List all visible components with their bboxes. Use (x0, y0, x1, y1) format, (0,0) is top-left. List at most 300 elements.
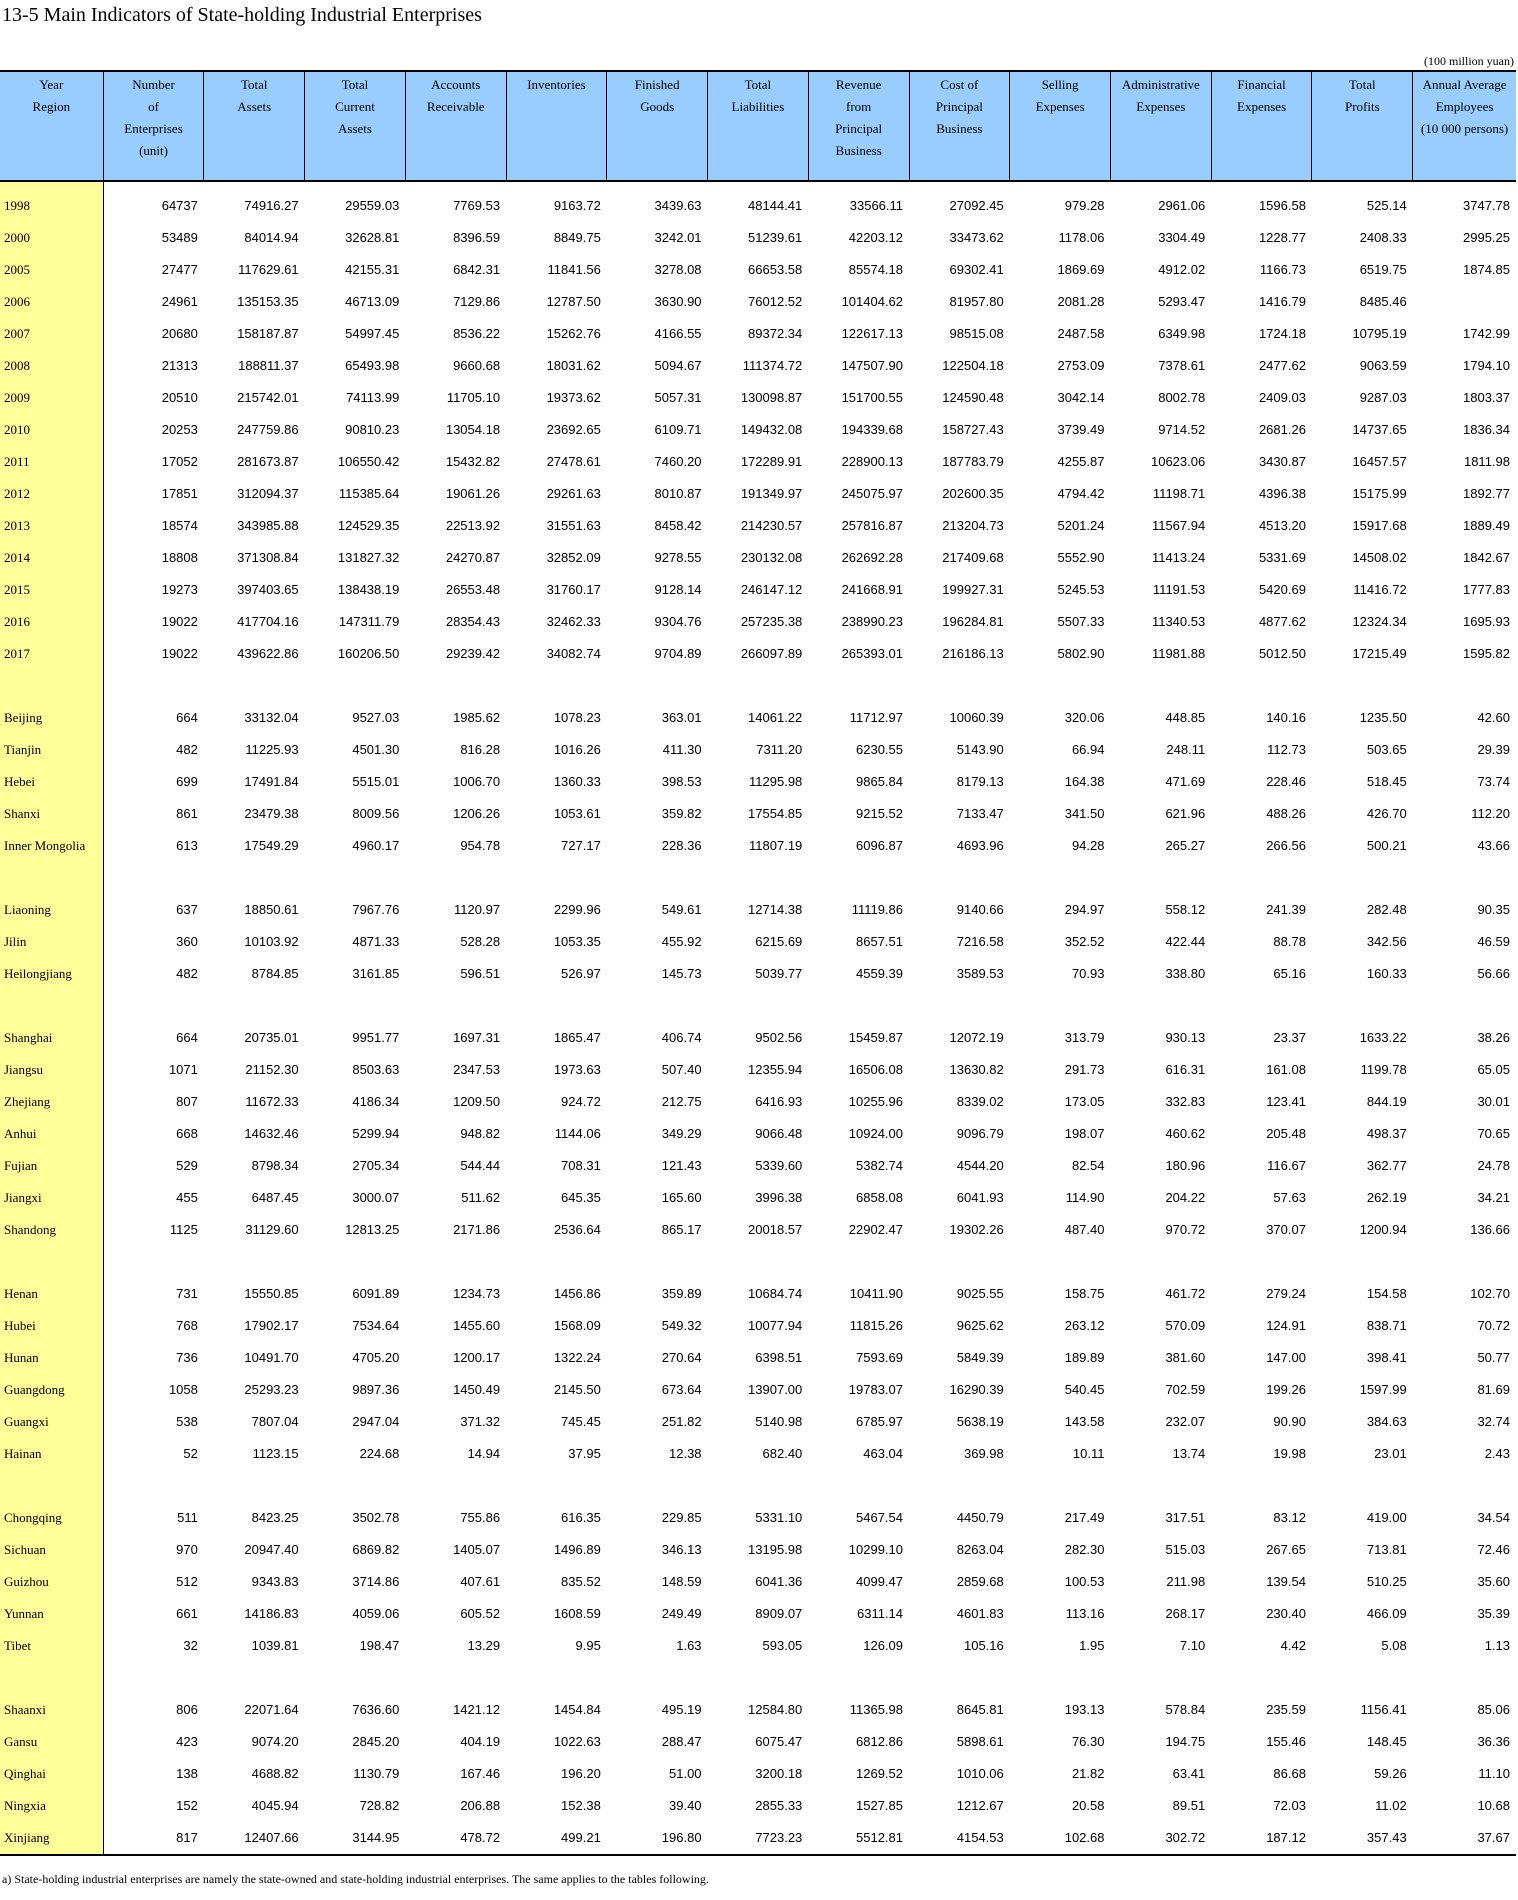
table-cell: 11416.72 (1353, 582, 1407, 597)
table-cell: 116.67 (1267, 1158, 1306, 1173)
table-cell: 2705.34 (352, 1158, 400, 1173)
table-cell: 198.47 (359, 1638, 400, 1653)
table-cell: 1892.77 (1463, 486, 1510, 501)
table-cell: 13.29 (467, 1638, 501, 1653)
table-cell: 8503.63 (352, 1062, 400, 1077)
table-cell: 511.62 (461, 1190, 501, 1205)
table-cell: 140.16 (1266, 710, 1306, 725)
table-cell: 645.35 (561, 1190, 601, 1205)
table-cell: 89372.34 (748, 326, 803, 341)
table-cell: 2409.03 (1258, 390, 1306, 405)
table-cell: 85574.18 (848, 262, 904, 277)
table-cell: 188811.37 (238, 358, 299, 373)
table-cell: 4166.55 (654, 326, 702, 341)
table-cell: 844.19 (1366, 1094, 1407, 1109)
table-cell: 487.40 (1064, 1222, 1105, 1237)
table-cell: 448.85 (1165, 710, 1206, 725)
table-cell: 11672.33 (245, 1094, 299, 1109)
table-cell: 1421.12 (453, 1702, 501, 1717)
column-header: Accounts Receivable (405, 71, 506, 181)
table-cell: 4501.30 (352, 742, 400, 757)
table-cell: 5339.60 (755, 1158, 803, 1173)
table-cell: 9714.52 (1158, 422, 1206, 437)
table-cell: 42155.31 (345, 262, 400, 277)
table-row (0, 1342, 1516, 1374)
table-cell: 1416.79 (1258, 294, 1306, 309)
table-row (0, 1566, 1516, 1598)
table-cell: 2947.04 (352, 1414, 400, 1429)
table-cell: 10299.10 (848, 1542, 904, 1557)
table-cell: 371.32 (460, 1414, 501, 1429)
table-cell: 5293.47 (1158, 294, 1206, 309)
table-cell: 26553.48 (445, 582, 501, 597)
group-spacer (0, 1470, 1516, 1502)
table-cell: 34.54 (1477, 1510, 1510, 1525)
table-cell: 861 (176, 806, 198, 821)
row-label: 2015 (0, 574, 103, 606)
table-cell: 5515.01 (352, 774, 400, 789)
table-cell: 1527.85 (856, 1798, 904, 1813)
table-cell: 216186.13 (942, 646, 1004, 661)
table-cell: 2859.68 (956, 1574, 1004, 1589)
table-cell: 727.17 (561, 838, 601, 853)
table-cell: 19022 (161, 646, 198, 661)
column-header: Number of Enterprises (unit) (103, 71, 204, 181)
table-cell: 360 (176, 934, 198, 949)
table-row (0, 478, 1516, 510)
table-cell: 838.71 (1366, 1318, 1407, 1333)
table-cell: 19022 (161, 614, 198, 629)
table-cell: 257235.38 (740, 614, 803, 629)
row-label: Guangxi (0, 1406, 103, 1438)
table-cell: 924.72 (561, 1094, 601, 1109)
row-label: Sichuan (0, 1534, 103, 1566)
table-cell: 89.51 (1172, 1798, 1206, 1813)
table-cell: 18574 (161, 518, 198, 533)
table-cell: 205.48 (1266, 1126, 1306, 1141)
table-cell: 13907.00 (748, 1382, 803, 1397)
table-cell: 2753.09 (1057, 358, 1105, 373)
table-row (0, 798, 1516, 830)
table-cell: 1235.50 (1359, 710, 1407, 725)
table-cell: 9025.55 (956, 1286, 1004, 1301)
table-cell: 122617.13 (841, 326, 904, 341)
table-cell: 232.07 (1165, 1414, 1206, 1429)
unit-note: (100 million yuan) (1424, 54, 1514, 68)
table-cell: 359.82 (661, 806, 702, 821)
table-cell: 8909.07 (755, 1606, 803, 1621)
table-cell: 160206.50 (337, 646, 400, 661)
table-cell: 9278.55 (654, 550, 702, 565)
row-label: 2008 (0, 350, 103, 382)
table-cell: 32 (183, 1638, 198, 1653)
table-cell: 1595.82 (1463, 646, 1510, 661)
table-cell: 20680 (161, 326, 198, 341)
table-cell: 1234.73 (453, 1286, 501, 1301)
table-cell: 4513.20 (1258, 518, 1306, 533)
table-cell: 12584.80 (748, 1702, 803, 1717)
table-row (0, 1214, 1516, 1246)
table-cell: 288.47 (661, 1734, 702, 1749)
table-cell: 187.12 (1211, 1822, 1312, 1855)
table-cell: 461.72 (1165, 1286, 1206, 1301)
table-row (0, 926, 1516, 958)
table-cell: 317.51 (1165, 1510, 1206, 1525)
table-cell: 593.05 (762, 1638, 803, 1653)
table-cell: 1597.99 (1359, 1382, 1407, 1397)
table-cell: 20947.40 (244, 1542, 299, 1557)
table-cell: 10.11 (1072, 1446, 1105, 1461)
table-row (0, 766, 1516, 798)
table-cell: 3747.78 (1463, 198, 1510, 213)
table-cell: 807 (176, 1094, 198, 1109)
table-cell: 1973.63 (553, 1062, 601, 1077)
table-cell: 954.78 (460, 838, 501, 853)
table-cell: 102.68 (1010, 1822, 1111, 1855)
table-cell: 152.38 (561, 1798, 601, 1813)
table-cell: 12787.50 (546, 294, 601, 309)
row-label: Tianjin (0, 734, 103, 766)
table-cell: 1209.50 (453, 1094, 501, 1109)
table-cell: 90.90 (1273, 1414, 1306, 1429)
table-cell: 161.08 (1266, 1062, 1306, 1077)
table-cell: 6215.69 (755, 934, 803, 949)
table-cell: 27092.45 (949, 198, 1004, 213)
table-cell: 14186.83 (244, 1606, 299, 1621)
table-cell: 10684.74 (748, 1286, 803, 1301)
table-cell: 215742.01 (237, 390, 299, 405)
table-row (0, 318, 1516, 350)
table-cell: 515.03 (1165, 1542, 1206, 1557)
spacer-cell (103, 1246, 1516, 1278)
table-cell: 20018.57 (748, 1222, 803, 1237)
table-cell: 9704.89 (654, 646, 702, 661)
row-label: 2011 (0, 446, 103, 478)
table-cell: 8263.04 (956, 1542, 1004, 1557)
table-cell: 147.00 (1266, 1350, 1306, 1365)
table-cell: 5039.77 (755, 966, 803, 981)
table-cell: 10491.70 (244, 1350, 299, 1365)
table-cell: 66.94 (1071, 742, 1105, 757)
table-cell: 56.66 (1477, 966, 1510, 981)
table-cell: 558.12 (1165, 902, 1206, 917)
table-cell: 4544.20 (956, 1158, 1004, 1173)
group-spacer (0, 1246, 1516, 1278)
table-row (0, 542, 1516, 574)
table-cell: 3630.90 (654, 294, 702, 309)
table-row (0, 958, 1516, 990)
table-cell: 1836.34 (1463, 422, 1510, 437)
table-cell: 1985.62 (453, 710, 501, 725)
table-cell: 5420.69 (1258, 582, 1306, 597)
table-cell: 84014.94 (244, 230, 299, 245)
table-cell: 817 (103, 1822, 204, 1855)
table-cell: 241668.91 (841, 582, 904, 597)
table-cell: 419.00 (1366, 1510, 1407, 1525)
table-cell: 15432.82 (445, 454, 501, 469)
table-cell: 20510 (161, 390, 198, 405)
row-label: 2017 (0, 638, 103, 670)
table-cell: 15459.87 (848, 1030, 904, 1045)
table-cell: 406.74 (661, 1030, 702, 1045)
table-cell: 5382.74 (856, 1158, 904, 1173)
table-cell: 8536.22 (453, 326, 501, 341)
table-cell: 8798.34 (251, 1158, 299, 1173)
table-cell: 605.52 (460, 1606, 501, 1621)
table-cell: 407.61 (460, 1574, 501, 1589)
table-cell: 17554.85 (748, 806, 803, 821)
table-cell: 20735.01 (244, 1030, 299, 1045)
table-cell: 22513.92 (445, 518, 501, 533)
table-cell: 728.82 (359, 1798, 400, 1813)
table-cell: 12714.38 (748, 902, 803, 917)
table-cell: 507.40 (661, 1062, 702, 1077)
table-cell: 702.59 (1165, 1382, 1206, 1397)
table-cell: 32462.33 (546, 614, 601, 629)
table-cell: 1322.24 (553, 1350, 601, 1365)
table-cell: 17491.84 (244, 774, 299, 789)
table-cell: 2961.06 (1158, 198, 1206, 213)
table-cell: 1865.47 (553, 1030, 601, 1045)
table-cell: 9140.66 (956, 902, 1004, 917)
table-cell: 35.39 (1477, 1606, 1510, 1621)
table-cell: 10.68 (1477, 1798, 1510, 1813)
table-cell: 11841.56 (547, 262, 601, 277)
table-cell: 33566.11 (849, 198, 904, 213)
table-cell: 338.80 (1165, 966, 1206, 981)
table-cell: 2145.50 (553, 1382, 601, 1397)
table-cell: 19.98 (1273, 1446, 1306, 1461)
table-cell: 265393.01 (841, 646, 904, 661)
row-label-spacer (0, 862, 103, 894)
table-cell: 39.40 (669, 1798, 702, 1813)
table-cell: 1777.83 (1463, 582, 1510, 597)
table-cell: 11198.71 (1152, 486, 1206, 501)
table-cell: 1454.84 (553, 1702, 601, 1717)
table-cell: 263.12 (1064, 1318, 1105, 1333)
table-cell: 439622.86 (237, 646, 299, 661)
table-cell: 570.09 (1165, 1318, 1206, 1333)
table-cell: 11705.10 (446, 390, 501, 405)
table-cell: 94.28 (1071, 838, 1105, 853)
table-cell: 30.01 (1477, 1094, 1510, 1109)
table-cell: 122504.18 (942, 358, 1004, 373)
table-row (0, 222, 1516, 254)
table-cell: 11413.24 (1151, 550, 1206, 565)
table-cell: 155.46 (1266, 1734, 1306, 1749)
table-cell: 312094.37 (237, 486, 299, 501)
table-cell: 5467.54 (856, 1510, 904, 1525)
row-label: Shanghai (0, 1022, 103, 1054)
row-label: Liaoning (0, 894, 103, 926)
table-cell: 512 (176, 1574, 198, 1589)
table-cell: 755.86 (460, 1510, 501, 1525)
row-label: 2005 (0, 254, 103, 286)
table-cell: 346.13 (661, 1542, 702, 1557)
table-cell: 7216.58 (956, 934, 1004, 949)
table-cell: 1568.09 (553, 1318, 601, 1333)
table-cell: 526.97 (561, 966, 601, 981)
table-cell: 10077.94 (748, 1318, 803, 1333)
row-label: Tibet (0, 1630, 103, 1662)
table-cell: 194.75 (1165, 1734, 1206, 1749)
row-label-spacer (0, 1470, 103, 1502)
table-cell: 23692.65 (546, 422, 601, 437)
row-label: 2006 (0, 286, 103, 318)
table-cell: 247759.86 (237, 422, 299, 437)
table-cell: 14508.02 (1352, 550, 1407, 565)
table-cell: 1269.52 (856, 1766, 904, 1781)
table-cell: 11225.93 (245, 742, 299, 757)
table-cell: 2081.28 (1057, 294, 1105, 309)
table-cell: 193.13 (1064, 1702, 1105, 1717)
row-label: Hebei (0, 766, 103, 798)
table-cell: 668 (176, 1126, 198, 1141)
table-cell: 621.96 (1165, 806, 1206, 821)
table-cell: 4450.79 (956, 1510, 1004, 1525)
table-cell: 3278.08 (654, 262, 702, 277)
table-cell: 1078.23 (553, 710, 601, 725)
table-cell: 8010.87 (654, 486, 702, 501)
table-cell: 1071 (168, 1062, 198, 1077)
table-cell: 423 (176, 1734, 198, 1749)
table-cell: 5245.53 (1057, 582, 1105, 597)
table-cell: 8009.56 (352, 806, 400, 821)
row-label: Ningxia (0, 1790, 103, 1822)
spacer-cell (103, 670, 1516, 702)
table-cell: 17549.29 (244, 838, 299, 853)
table-cell: 196.80 (607, 1822, 708, 1855)
table-cell: 265.27 (1165, 838, 1206, 853)
table-cell: 69302.41 (949, 262, 1004, 277)
table-cell: 411.30 (662, 742, 702, 757)
column-header: Total Current Assets (305, 71, 406, 181)
table-cell: 1724.18 (1258, 326, 1306, 341)
table-cell: 3200.18 (755, 1766, 803, 1781)
row-label: Heilongjiang (0, 958, 103, 990)
row-label: 2014 (0, 542, 103, 574)
table-cell: 10623.06 (1150, 454, 1206, 469)
table-cell: 7807.04 (251, 1414, 299, 1429)
table-row (0, 1790, 1516, 1822)
table-cell: 1199.78 (1360, 1062, 1407, 1077)
table-cell: 4794.42 (1057, 486, 1105, 501)
table-row (0, 702, 1516, 734)
table-cell: 3304.49 (1158, 230, 1206, 245)
table-cell: 268.17 (1165, 1606, 1206, 1621)
table-cell: 417704.16 (237, 614, 299, 629)
table-cell: 381.60 (1165, 1350, 1206, 1365)
indicators-table (0, 70, 1516, 1856)
table-cell: 17851 (161, 486, 198, 501)
table-cell: 3739.49 (1057, 422, 1105, 437)
table-row (0, 1694, 1516, 1726)
table-cell: 369.98 (963, 1446, 1004, 1461)
table-cell: 180.96 (1165, 1158, 1206, 1173)
table-cell: 213204.73 (942, 518, 1004, 533)
table-cell: 578.84 (1165, 1702, 1206, 1717)
row-label: Shandong (0, 1214, 103, 1246)
table-cell: 495.19 (661, 1702, 702, 1717)
table-cell: 32.74 (1477, 1414, 1510, 1429)
table-cell: 14061.22 (748, 710, 803, 725)
column-header: Inventories (506, 71, 607, 181)
row-label: Anhui (0, 1118, 103, 1150)
table-cell: 257816.87 (841, 518, 904, 533)
table-cell: 121.43 (661, 1158, 702, 1173)
table-cell: 816.28 (460, 742, 501, 757)
table-cell: 6785.97 (856, 1414, 904, 1429)
table-cell: 35.60 (1477, 1574, 1510, 1589)
table-cell: 4912.02 (1158, 262, 1206, 277)
table-cell: 15550.85 (244, 1286, 299, 1301)
table-cell: 4705.20 (352, 1350, 400, 1365)
table-cell: 114.90 (1065, 1190, 1105, 1205)
table-row (0, 1406, 1516, 1438)
table-cell: 5512.81 (808, 1822, 909, 1855)
table-cell: 217.49 (1064, 1510, 1105, 1525)
table-cell: 152 (176, 1798, 198, 1813)
spacer-cell (103, 862, 1516, 894)
table-cell: 21.82 (1071, 1766, 1105, 1781)
table-cell: 4559.39 (856, 966, 904, 981)
table-cell: 4693.96 (956, 838, 1004, 853)
table-cell: 6041.36 (755, 1574, 803, 1589)
table-cell: 637 (176, 902, 198, 917)
table-cell: 148.59 (661, 1574, 702, 1589)
row-label: Chongqing (0, 1502, 103, 1534)
table-cell: 46713.09 (345, 294, 400, 309)
table-cell: 1200.17 (453, 1350, 501, 1365)
table-cell: 20.58 (1071, 1798, 1105, 1813)
table-cell: 363.01 (661, 710, 702, 725)
table-cell: 29261.63 (546, 486, 601, 501)
table-cell: 1794.10 (1463, 358, 1510, 373)
table-cell: 3996.38 (755, 1190, 803, 1205)
table-cell: 1633.22 (1359, 1030, 1407, 1045)
table-cell: 1869.69 (1057, 262, 1105, 277)
table-cell: 948.82 (460, 1126, 501, 1141)
table-cell: 52 (183, 1446, 198, 1461)
table-cell: 251.82 (661, 1414, 702, 1429)
table-cell: 12813.25 (345, 1222, 400, 1237)
table-row (0, 1630, 1516, 1662)
table-cell: 1496.89 (553, 1542, 601, 1557)
row-label: Zhejiang (0, 1086, 103, 1118)
table-row (0, 1022, 1516, 1054)
table-cell: 1456.86 (553, 1286, 601, 1301)
table-cell: 398.41 (1366, 1350, 1407, 1365)
table-row (0, 606, 1516, 638)
table-cell: 745.45 (561, 1414, 601, 1429)
group-spacer (0, 670, 1516, 702)
table-cell: 19061.26 (445, 486, 501, 501)
table-cell: 9215.52 (856, 806, 904, 821)
table-cell: 7311.20 (756, 742, 803, 757)
table-cell: 370.07 (1266, 1222, 1306, 1237)
table-cell: 72.03 (1273, 1798, 1306, 1813)
table-cell: 24961 (161, 294, 198, 309)
table-cell: 320.06 (1064, 710, 1105, 725)
row-label: 2007 (0, 318, 103, 350)
table-cell: 15262.76 (546, 326, 601, 341)
table-cell: 2408.33 (1359, 230, 1407, 245)
table-cell: 4688.82 (251, 1766, 299, 1781)
table-cell: 6398.51 (755, 1350, 803, 1365)
table-cell: 865.17 (661, 1222, 702, 1237)
table-cell: 2855.33 (755, 1798, 803, 1813)
spacer-cell (103, 1662, 1516, 1694)
